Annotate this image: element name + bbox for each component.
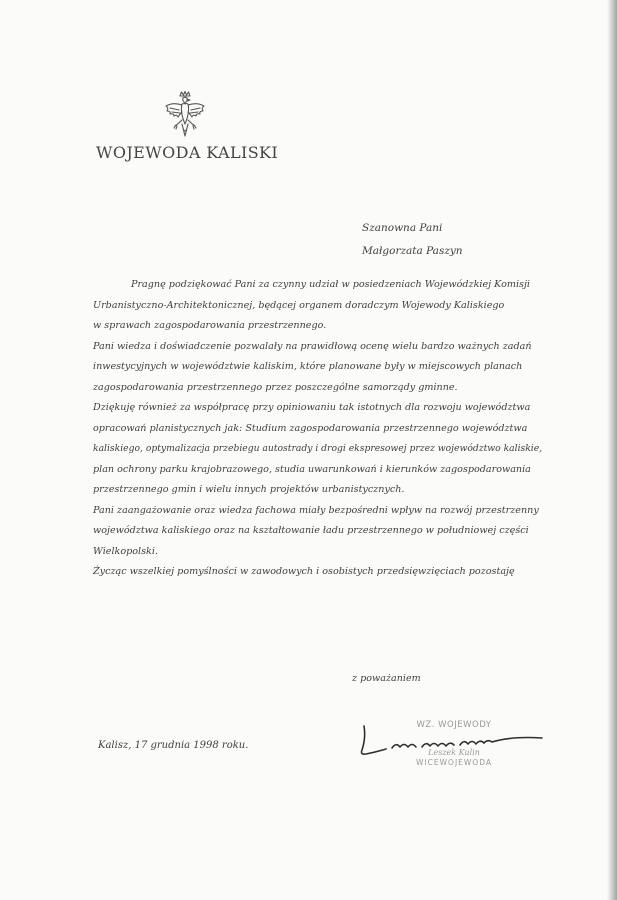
body-line: Pani zaangażowanie oraz wiedza fachowa miały bezpośredni wpływ na rozwój przestrzenny <box>93 504 539 516</box>
body-line: Pragnę podziękować Pani za czynny udział w posiedzeniach Wojewódzkiej Komisji <box>131 279 530 290</box>
letterhead-title: WOJEWODA KALISKI <box>96 143 279 162</box>
body-line: Pani wiedza i doświadczenie pozwalały na prawidłową ocenę wielu bardzo ważnych zadań <box>93 340 532 352</box>
body-line: plan ochrony parku krajobrazowego, studia uwarunkowań i kierunków zagospodarowania <box>93 463 531 475</box>
stamp-line-title: WZ. WOJEWODY <box>416 720 492 730</box>
body-line: Dziękuję również za współpracę przy opiniowaniu tak istotnych dla rozwoju województwa <box>93 402 531 413</box>
stamp-line-name: Leszek Kulin <box>428 748 480 757</box>
body-line: Urbanistyczno-Architektonicznej, będącej organem doradczym Wojewody Kaliskiego <box>93 299 505 311</box>
body-line: kaliskiego, optymalizacja przebiegu autostrady i drogi ekspresowej przez województwo kaliskie, <box>93 443 543 454</box>
stamp-line-position: WICEWOJEWODA <box>416 758 492 767</box>
recipient-name: Małgorzata Paszyn <box>362 245 463 257</box>
closing-phrase: z poważaniem <box>352 673 421 684</box>
body-line: w sprawach zagospodarowania przestrzennego. <box>93 320 327 331</box>
body-line: inwestycyjnych w województwie kaliskim, które planowane były w miejscowych planach <box>93 361 523 372</box>
place-and-date: Kalisz, 17 grudnia 1998 roku. <box>98 740 249 751</box>
body-line: województwa kaliskiego oraz na kształtowanie ładu przestrzennego w południowej części <box>93 525 529 536</box>
body-line: Wielkopolski. <box>93 545 158 557</box>
salutation-line: Szanowna Pani <box>362 222 443 234</box>
polish-eagle-emblem-icon <box>163 90 207 140</box>
salutation <box>362 217 463 263</box>
handwritten-signature-icon <box>352 722 552 762</box>
body-line: Życząc wszelkiej pomyślności w zawodowych i osobistych przedsięwzięciach pozostaję <box>93 566 515 577</box>
body-line: przestrzennego gmin i wielu innych projektów urbanistycznych. <box>93 484 405 495</box>
body-line: opracowań planistycznych jak: Studium zagospodarowania przestrzennego województwa <box>93 422 528 434</box>
body-line: zagospodarowania przestrzennego przez poszczególne samorządy gminne. <box>93 381 458 393</box>
scan-edge-shadow <box>607 0 617 900</box>
letter-body <box>93 275 543 583</box>
